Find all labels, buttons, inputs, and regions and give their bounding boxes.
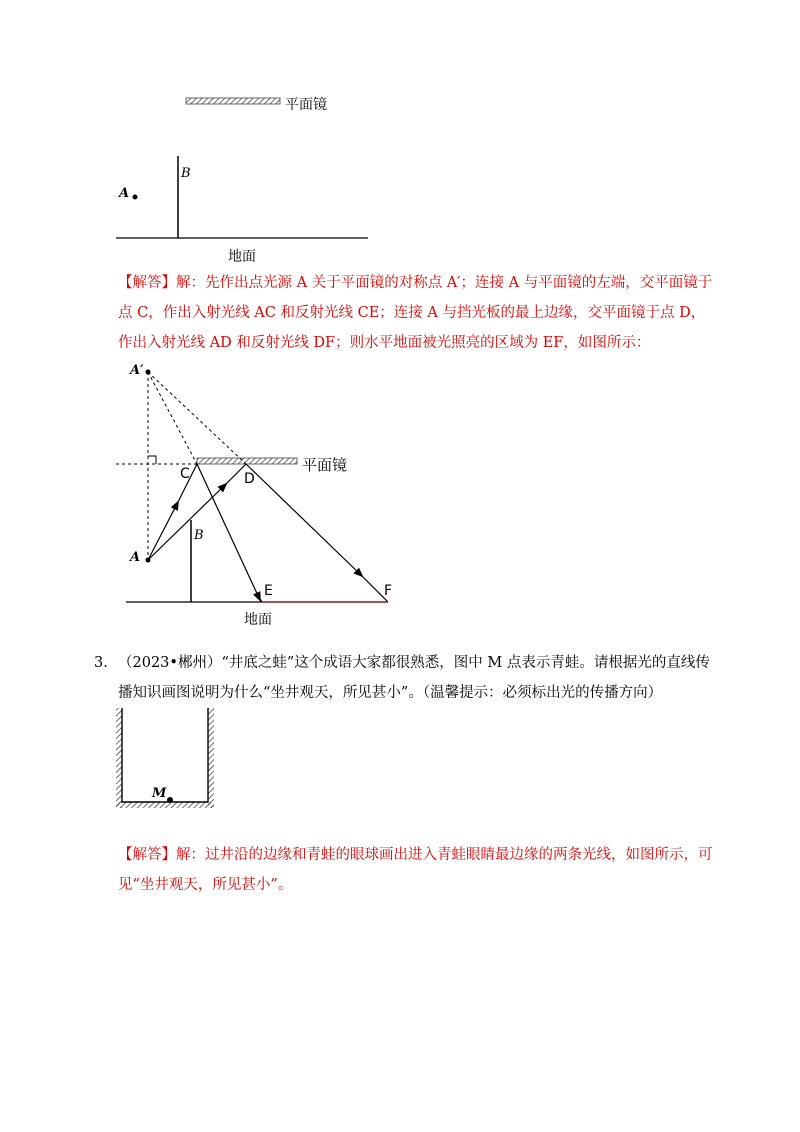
answer-3: [118, 840, 714, 900]
label-b: B: [181, 166, 191, 181]
label-f: F: [384, 583, 393, 599]
answer-1-tag: 【解答】: [118, 275, 176, 291]
answer-1-text: 解：先作出点光源 A 关于平面镜的对称点 A′；连接 A 与平面镜的左端，交平面镜于点 C，作出入射光线 AC 和反射光线 CE；连接 A 与挡光板的最上边缘，交平面镜于点 D，作出入射光线 AD 和反射光线 DF；则水平地面被光照亮的区域为 EF，如图所示：: [118, 275, 713, 351]
label-a-2: A: [130, 550, 141, 565]
answer-3-text: 解：过井沿的边缘和青蛙的眼球画出进入青蛙眼睛最边缘的两条光线，如图所示，可见“坐井观天，所见甚小”。: [118, 847, 713, 893]
question-3-number: 3.: [94, 655, 108, 671]
ground-label-2: 地面: [244, 612, 272, 628]
mirror-label-2: 平面镜: [302, 456, 348, 474]
label-a: A: [119, 186, 130, 201]
ground-label: 地面: [228, 249, 256, 265]
answer-3-tag: 【解答】: [118, 847, 176, 863]
well-right-wall: [208, 708, 214, 808]
question-3-text: （2023•郴州）“井底之蛙”这个成语大家都很熟悉，图中 M 点表示青蛙。请根据光的直线传播知识画图说明为什么“坐井观天，所见甚小”。（温馨提示：必须标出光的传播方向）: [118, 655, 710, 701]
label-c: C: [180, 466, 190, 482]
label-a-prime: A′: [130, 363, 144, 378]
label-e: E: [264, 583, 273, 599]
label-d: D: [244, 471, 255, 487]
point-m-dot: [167, 797, 173, 803]
well-bottom: [116, 802, 214, 808]
well-left-wall: [116, 708, 122, 808]
label-m: M: [152, 786, 167, 801]
mirror-label: 平面镜: [285, 97, 327, 113]
label-b-2: B: [194, 528, 204, 543]
